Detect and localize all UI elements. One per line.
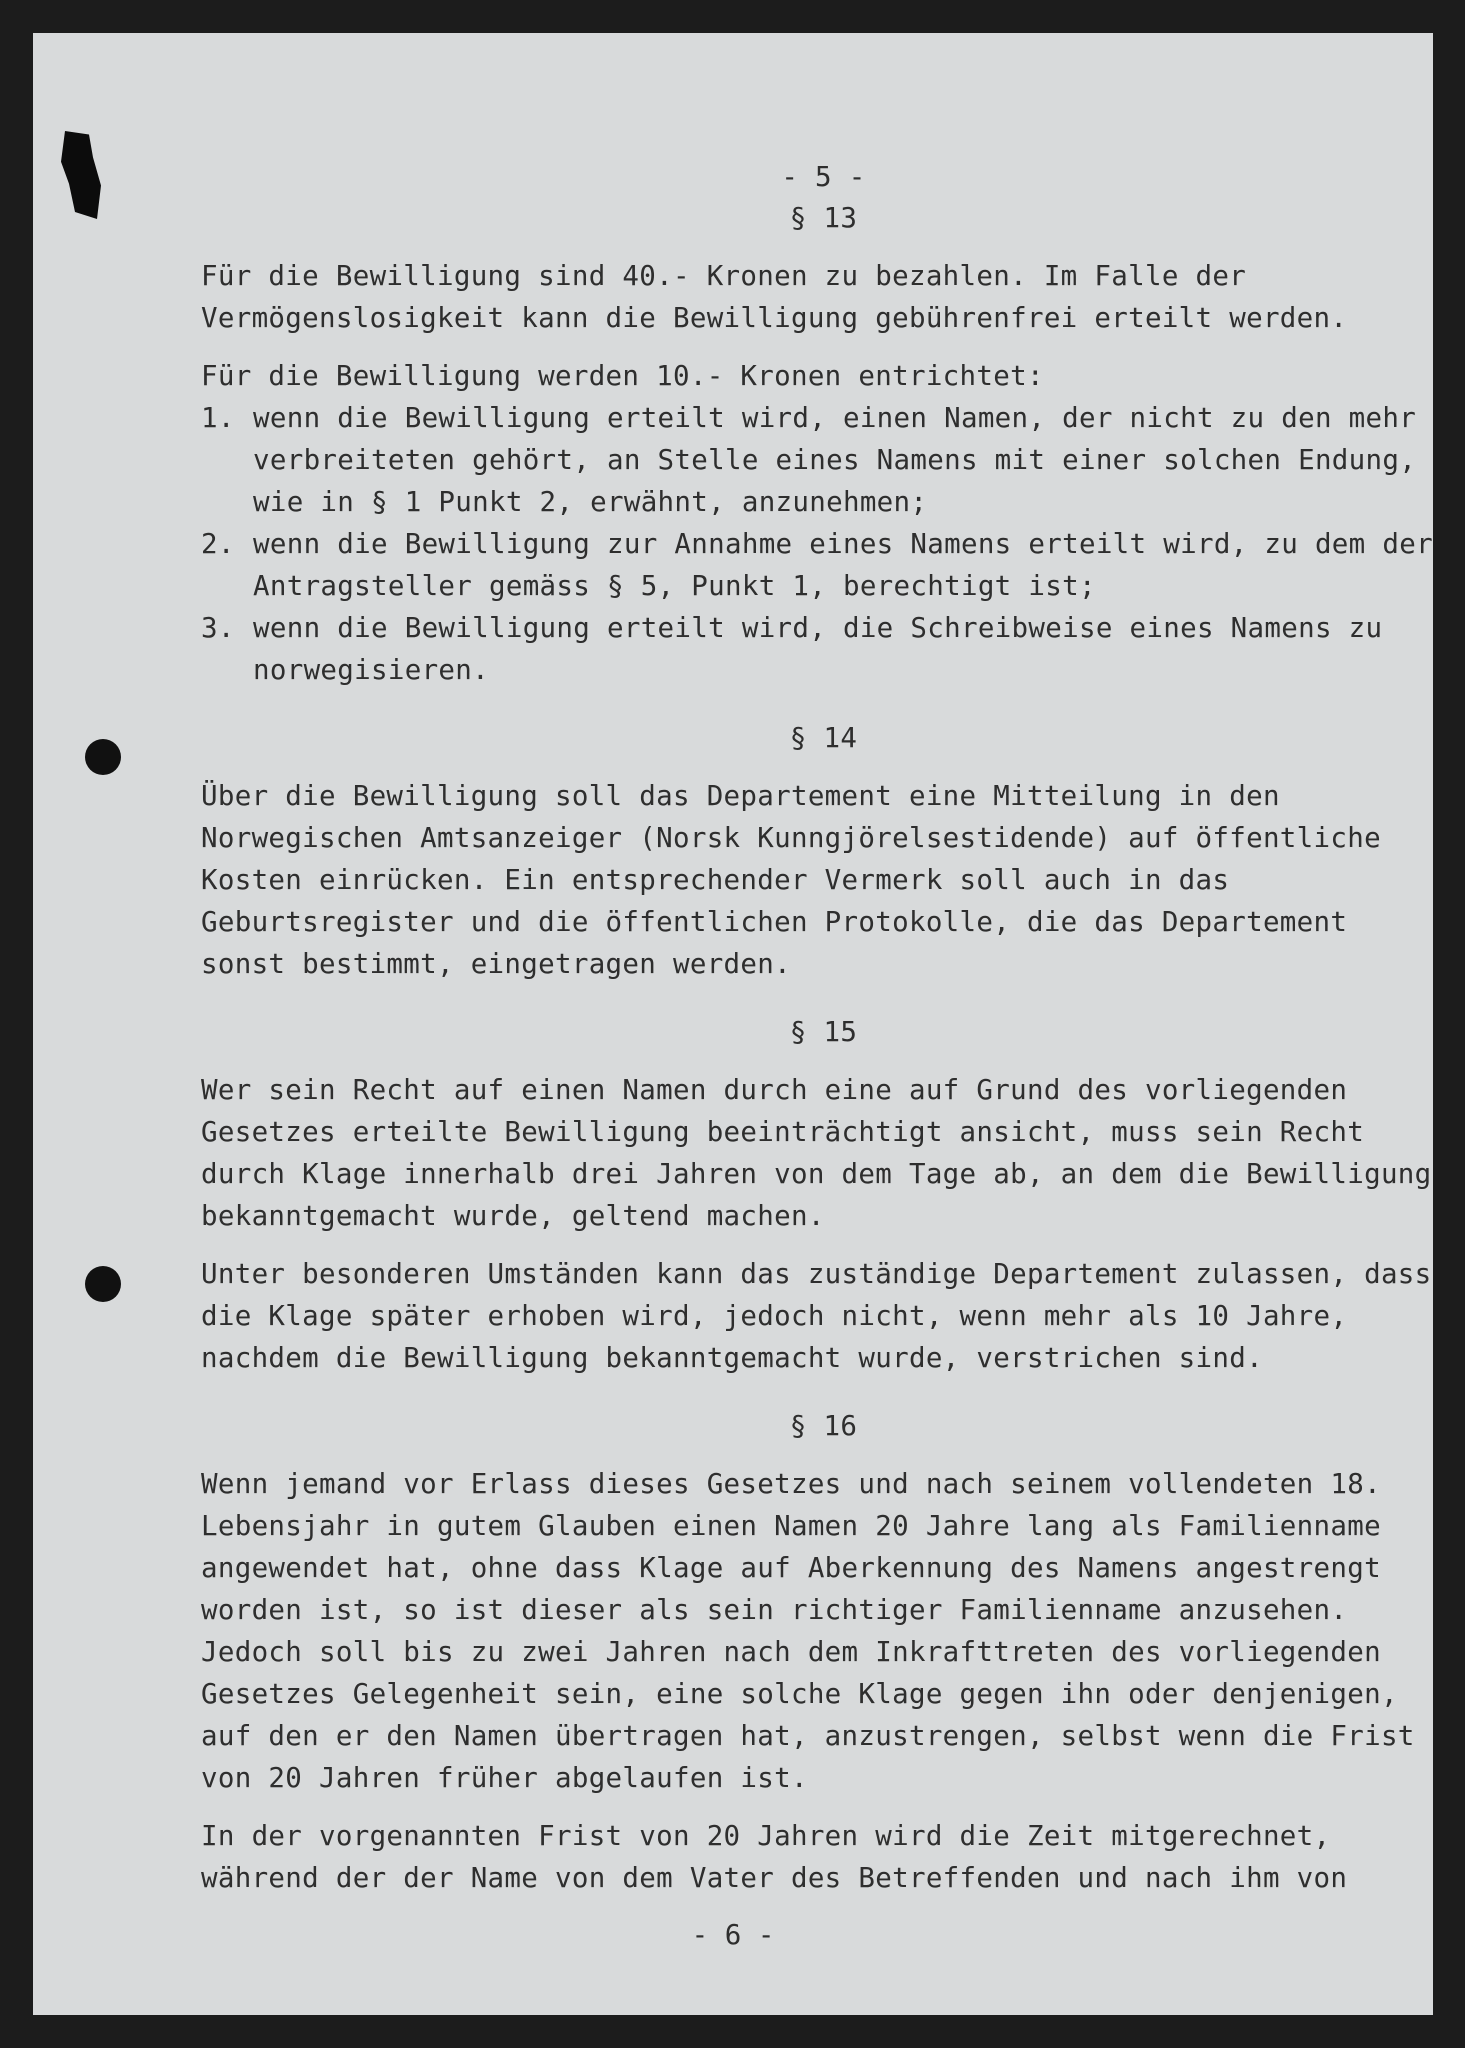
paragraph: Unter besonderen Umständen kann das zuständige Departement zulassen, dass die Klage später erhoben wird, jedoch nicht, wenn mehr als 10 Jahre, nachdem die Bewilligung bekanntgemacht wurde, verstrichen sind.: [201, 1258, 1432, 1374]
paragraph: In der vorgenannten Frist von 20 Jahren wird die Zeit mitgerechnet, während der der Name von dem Vater des Betreffenden und nach ihm von: [201, 1820, 1348, 1894]
punch-hole-top: [85, 739, 121, 775]
page-header: - 5 -: [781, 161, 866, 193]
paragraph: Wenn jemand vor Erlass dieses Gesetzes und nach seinem vollendeten 18. Lebensjahr in gutem Glauben einen Namen 20 Jahre lang als Familienname angewendet hat, ohne dass Klage auf Aberkennung des Namens angestrengt worden ist, so ist dieser als sein richtiger Familienname anzusehen. Jedoch soll bis zu zwei Jahren nach dem Inkrafttreten des vorliegenden Gesetzes Gelegenheit sein, eine solche Klage gegen ihn oder denjenigen, auf den er den Namen übertragen hat, anzustrengen, selbst wenn die Frist von 20 Jahren früher abgelaufen ist.: [201, 1468, 1415, 1794]
page-footer: - 6 -: [691, 1919, 775, 1951]
section-title: § 13: [789, 202, 858, 234]
section-title: § 16: [789, 1410, 858, 1442]
list-number: 3.: [201, 612, 235, 644]
paragraph: Für die Bewilligung werden 10.- Kronen entrichtet:: [201, 360, 1044, 392]
list-number: 2.: [201, 528, 235, 560]
list-item: [201, 397, 1433, 523]
document-body: [201, 117, 1433, 1899]
fee-list: [201, 397, 1433, 691]
list-item: [201, 607, 1433, 691]
list-text: wenn die Bewilligung erteilt wird, einen Namen, der nicht zu den mehr verbreiteten gehört, an Stelle eines Namens mit einer solchen Endung, wie in § 1 Punkt 2, erwähnt, anzunehmen;: [253, 402, 1417, 518]
document-page: [33, 33, 1433, 2015]
section-title: § 14: [789, 722, 858, 754]
list-text: wenn die Bewilligung zur Annahme eines Namens erteilt wird, zu dem der Antragsteller gemäss § 5, Punkt 1, berechtigt ist;: [253, 528, 1433, 602]
paragraph: Wer sein Recht auf einen Namen durch eine auf Grund des vorliegenden Gesetzes erteilte Bewilligung beeinträchtigt ansicht, muss sein Recht durch Klage innerhalb drei Jahren von dem Tage ab, an dem die Bewilligung bekanntgemacht wurde, geltend machen.: [201, 1074, 1432, 1232]
section-title: § 15: [789, 1016, 858, 1048]
list-text: wenn die Bewilligung erteilt wird, die Schreibweise eines Namens zu norwegisieren.: [253, 612, 1383, 686]
list-item: [201, 523, 1433, 607]
tape-mark: [61, 131, 101, 219]
list-number: 1.: [201, 402, 235, 434]
paragraph: Für die Bewilligung sind 40.- Kronen zu bezahlen. Im Falle der Vermögenslosigkeit kann die Bewilligung gebührenfrei erteilt werden.: [201, 260, 1348, 334]
paragraph: Über die Bewilligung soll das Departement eine Mitteilung in den Norwegischen Amtsanzeiger (Norsk Kunngjörelsestidende) auf öffentliche Kosten einrücken. Ein entsprechender Vermerk soll auch in das Geburtsregister und die öffentlichen Protokolle, die das Departement sonst bestimmt, eingetragen werden.: [201, 780, 1381, 980]
punch-hole-bottom: [85, 1266, 121, 1302]
